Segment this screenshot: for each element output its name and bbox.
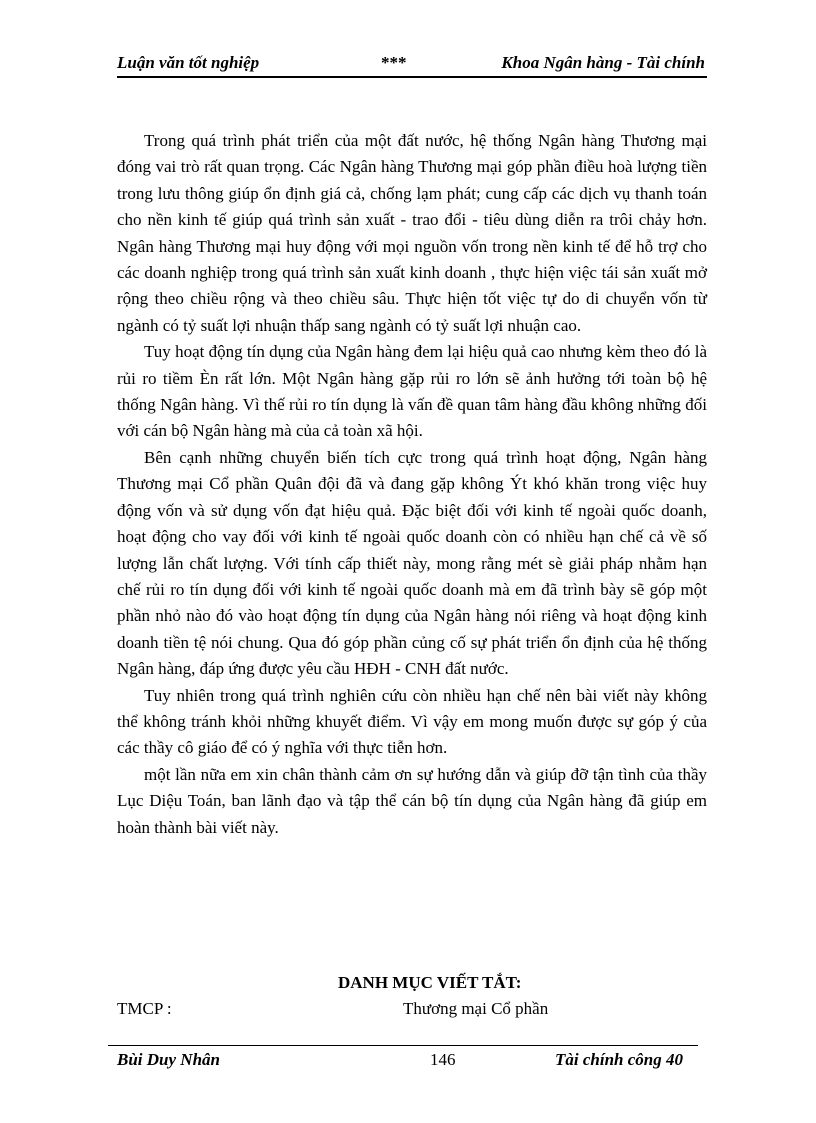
abbreviations-title: DANH MỤC VIẾT TẮT:: [338, 973, 522, 992]
footer-divider: [108, 1045, 698, 1046]
header-separator: ***: [381, 53, 407, 72]
abbreviation-definition: Thương mại Cổ phần: [403, 999, 549, 1018]
header-faculty-label: Khoa Ngân hàng - Tài chính: [501, 53, 705, 72]
paragraph-4: Tuy nhiên trong quá trình nghiên cứu còn nhiều hạn chế nên bài viết này không thể không tránh khỏi những khuyết điểm. Vì vậy em mong muốn được sự góp ý của các thầy cô giáo để có ý nghĩa với thực tiễn hơn.: [117, 685, 707, 758]
paragraph-2: Tuy hoạt động tín dụng của Ngân hàng đem lại hiệu quả cao nhưng kèm theo đó là rủi ro tiềm Èn rất lớn. Một Ngân hàng gặp rủi ro lớn sẽ ảnh hưởng tới toàn bộ hệ thống Ngân hàng. Vì thế rủi ro tín dụng là vấn đề quan tâm hàng đầu không những đối với cán bộ Ngân hàng mà của cả toàn xã hội.: [117, 342, 707, 441]
footer-class: Tài chính công 40: [555, 1050, 683, 1069]
abbreviation-term: TMCP :: [117, 999, 172, 1018]
page-number: 146: [430, 1050, 456, 1069]
header-thesis-label: Luận văn tốt nghiệp: [117, 53, 260, 72]
paragraph-1: Trong quá trình phát triển của một đất nước, hệ thống Ngân hàng Thương mại đóng vai trò rất quan trọng. Các Ngân hàng Thương mại góp phần điều hoà lượng tiền trong lưu thông giúp ổn định giá cả, chống lạm phát; cung cấp các dịch vụ thanh toán cho nền kinh tế giúp quá trình sản xuất - trao đổi - tiêu dùng diễn ra trôi chảy hơn. Ngân hàng Thương mại huy động với mọi nguồn vốn trong nền kinh tế để hỗ trợ cho các doanh nghiệp trong quá trình sản xuất kinh doanh , thực hiện việc tái sản xuất mở rộng theo chiều rộng và theo chiều sâu. Thực hiện tốt việc tự do di chuyển vốn từ ngành có tỷ suất lợi nhuận thấp sang ngành có tỷ suất lợi nhuận cao.: [117, 131, 707, 335]
footer-author: Bùi Duy Nhân: [117, 1050, 220, 1069]
paragraph-5: một lần nữa em xin chân thành cảm ơn sự hướng dẫn và giúp đỡ tận tình của thầy Lục Diệu Toán, ban lãnh đạo và tập thể cán bộ tín dụng của Ngân hàng đã giúp em hoàn thành bài viết này.: [117, 764, 707, 837]
paragraph-3: Bên cạnh những chuyển biến tích cực trong quá trình hoạt động, Ngân hàng Thương mại Cổ phần Quân đội đã và đang gặp không Ýt khó khăn trong việc huy động vốn và sử dụng vốn đạt hiệu quả. Đặc biệt đối với kinh tế ngoài quốc doanh, hoạt động cho vay đối với kinh tế ngoài quốc doanh còn có nhiều hạn chế cả về số lượng lẫn chất lượng. Với tính cấp thiết này, mong rằng mét sè giải pháp nhằm hạn chế rủi ro tín dụng đối với kinh tế ngoài quốc doanh mà em đã trình bày sẽ góp một phần nhỏ nào đó vào hoạt động tín dụng của Ngân hàng nói riêng và hoạt động kinh doanh tiền tệ nói chung. Qua đó góp phần củng cố sự phát triển ổn định của hệ thống Ngân hàng, đáp ứng được yêu cầu HĐH - CNH đất nước.: [117, 447, 707, 679]
page-header: [117, 50, 707, 78]
body-text: [117, 128, 707, 841]
